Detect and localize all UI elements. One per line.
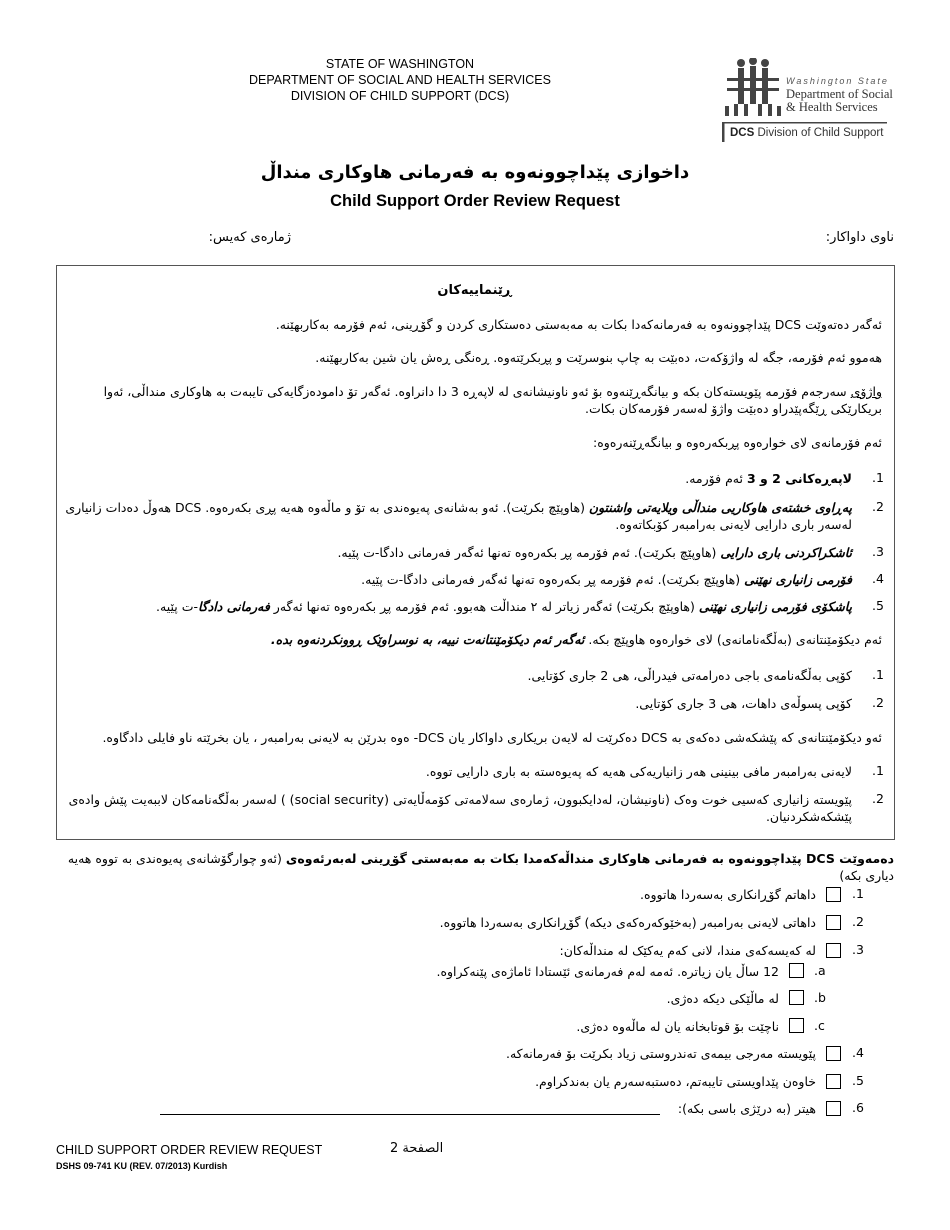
page-title-kurdish: داخوازی پێداچوونەوە بە فەرمانی هاوکاری منداڵ [260,162,690,183]
reason-checkbox-3c[interactable] [789,1018,804,1033]
instructions-heading: ڕێنماییەکان [437,283,512,298]
list3-item-2-line2: پێشکەشکردنیان. [765,809,852,824]
reason-text-3a: 12 ساڵ یان زیاترە. ئەمە لەم فەرمانەی ئێستادا ئاماژەی پێنەکراوە. [436,964,779,979]
reason-checkbox-3a[interactable] [789,963,804,978]
reason-num-3a: .a [814,963,826,978]
footer-title: CHILD SUPPORT ORDER REVIEW REQUEST [56,1143,323,1157]
list3-num-2: .2 [872,791,884,806]
agency-line-1: STATE OF WASHINGTON [325,57,475,71]
agency-line-2: DEPARTMENT OF SOCIAL AND HEALTH SERVICES [249,73,551,87]
other-description-line[interactable] [160,1114,660,1115]
list1-item-2 [62,499,852,533]
reason-num-3b: .b [814,990,826,1005]
instructions-paragraph-5 [67,631,882,648]
instructions-paragraph-2: هەموو ئەم فۆرمە، جگە لە واژۆکەت، دەبێت بە چاپ بنوسرێت و پڕبکرێتەوە. ڕەنگی ڕەش یان شین بەکاربهێنە. [315,350,882,365]
instructions-paragraph-6: ئەو دیکۆمێنتانەی کە پێشکەشی دەکەی بە DCS دەکرێت لە لایەن بریکاری داواکار یان DCS- ەوە بدرێن بە لایەنی بەرامبەر ، یان بخرێتە ناو فایلی دادگاوە. [102,730,882,745]
list1-item-1-bold: لاپەڕەکانی 2 و 3 [746,471,852,486]
reason-text-3c: ناچێت بۆ قوتابخانە یان لە ماڵەوە دەژی. [576,1019,779,1034]
reason-num-4: .4 [852,1045,864,1060]
reason-text-5: خاوەن پێداویستی تایبەتم، دەستبەسەرم یان بەندکراوم. [535,1074,816,1089]
logo-dcs-name: Division of Child Support [757,127,884,139]
list1-item-4-bold: فۆرمی زانیاری نهێنی [744,572,852,587]
list2-item-2: کۆپی پسوڵەی داهات، هی 3 جاری کۆتایی. [635,696,852,711]
reason-checkbox-2[interactable] [826,915,841,930]
list1-item-2-line2: لەسەر باری دارایی لایەنی بەرامبەر کۆبکاتەوە. [615,517,852,532]
list3-item-1: لایەنی بەرامبەر مافی بینینی هەر زانیاریەکی هەیە کە پەیوەستە بە باری دارایی تووە. [425,764,852,779]
footer-form-number: DSHS 09-741 KU (REV. 07/2013) Kurdish [56,1161,228,1171]
reason-text-2: داهاتی لایەنی بەرامبەر (بەخێوکەرەکەی دیکە) گۆڕانکاری بەسەردا هاتووە. [439,915,816,930]
p5-text: ئەم دیکۆمێنتانەی (بەڵگەنامانەی) لای خوارەوە هاوپێچ بکە. [584,632,882,647]
footer-page-number: الصفحة 2 [390,1141,444,1156]
list1-num-2: .2 [872,499,884,514]
instructions-paragraph-3 [67,383,882,417]
list1-item-4 [92,571,852,588]
list1-item-1-text: ئەم فۆرمە. [685,471,747,486]
reason-checkbox-4[interactable] [826,1046,841,1061]
list3-item-2-line1: پێویستە زانیاری کەسیی خوت وەک (ناونیشان، لەدایکبوون، ژمارەی سەلامەتی کۆمەڵایەتی (social security) ) لەسەر بەڵگەنامەکان لاببەیت پێش وادەی [68,792,852,807]
reasons-heading [44,850,894,884]
list1-item-3-text: (هاوپێچ بکرێت). ئەم فۆرمە پڕ بکەرەوە تەنها ئەگەر فەرمانی دادگا-ت پێیە. [337,545,721,560]
list1-item-5-bold2: فەرمانی دادگا [197,599,270,614]
list2-item-1: کۆپی بەڵگەنامەی باجی دەرامەتی فیدراڵی، هی 2 جاری کۆتایی. [527,668,852,683]
list3-item-2 [62,791,852,825]
list1-num-4: .4 [872,571,884,586]
reason-text-6: هیتر (بە درێژی باسی بکە): [677,1101,816,1116]
reason-num-5: .5 [852,1073,864,1088]
reason-num-6: .6 [852,1100,864,1115]
list1-num-3: .3 [872,544,884,559]
reason-checkbox-1[interactable] [826,887,841,902]
reason-checkbox-6[interactable] [826,1101,841,1116]
case-number-label: ژمارەی کەیس: [208,230,291,245]
logo-dept-line-2: & Health Services [786,100,878,114]
reason-text-3b: لە ماڵێکی دیکە دەژی. [666,991,779,1006]
list2-num-1: .1 [872,667,884,682]
list2-num-2: .2 [872,695,884,710]
p5-bold: ئەگەر ئەم دیکۆمێنتانەت نییە، بە نوسراوێک ڕوونکردنەوە بدە. [270,632,585,647]
list1-num-5: .5 [872,598,884,613]
reason-num-2: .2 [852,914,864,929]
list1-item-3-bold: ئاشکراکردنی باری دارایی [720,545,852,560]
logo-state-text: Washington State [786,76,889,86]
reasons-heading-rest: (ئەو چوارگۆشانەی پەیوەندی بە تووە هەیە دیاری بکە) [67,851,894,883]
list1-item-2-bold: پەڕاوی خشتەی هاوکاریی منداڵی ویلایەتی واشنتون [588,500,852,515]
list3-num-1: .1 [872,763,884,778]
logo-dept-text [786,88,893,114]
reason-text-4: پێویستە مەرجی بیمەی تەندروستی زیاد بکرێت بۆ فەرمانەکە. [505,1046,816,1061]
p3-line-2: بریکارێکی ڕێگەپێدراو دەبێت واژۆ لەسەر فۆرمەکان بکات. [585,401,882,416]
page-title-english: Child Support Order Review Request [330,192,620,210]
list1-item-4-text: (هاوپێچ بکرێت). ئەم فۆرمە پڕ بکەرەوە تەنها ئەگەر فەرمانی دادگا-ت پێیە. [361,572,745,587]
list1-num-1: .1 [872,470,884,485]
list1-item-2-text: (هاوپێچ بکرێت). ئەو بەشانەی پەیوەندی بە تۆ و ماڵەوە هەیە پڕی بکەرەوە. DCS هەوڵ دەدات زانیاری [65,500,589,515]
agency-line-3: DIVISION OF CHILD SUPPORT (DCS) [290,89,510,103]
reason-num-3: .3 [852,942,864,957]
logo-dcs-abbr: DCS [730,127,755,139]
reason-checkbox-3[interactable] [826,943,841,958]
reason-checkbox-5[interactable] [826,1074,841,1089]
instructions-paragraph-4: ئەم فۆرمانەی لای خوارەوە پڕبکەرەوە و بیانگەڕێنەرەوە: [593,435,882,450]
reason-num-1: .1 [852,886,864,901]
logo-dept-line-1: Department of Social [786,87,893,101]
reason-text-1: داهاتم گۆڕانکاری بەسەردا هاتووە. [639,887,816,902]
agency-header [240,56,560,104]
list1-item-5-text2: -ت پێیە. [156,599,198,614]
sign-underlined: واژۆی [850,384,882,399]
requester-name-label: ناوی داواکار: [825,230,894,245]
p3-line-1: سەرجەم فۆرمە پێویستەکان بکە و بیانگەڕێنەوە بۆ ئەو ناونیشانەی لە لاپەڕە 3 دا دانراوە. ئەگەر تۆ دامودەزگایەکی تایبەت بە هاوکاری منداڵی، ئەوا [103,384,851,399]
list1-item-5-bold: پاشکۆی فۆرمی زانیاری نهێنی [698,599,852,614]
list1-item-5-text: (هاوپێچ بکرێت) ئەگەر زیاتر لە ٢ منداڵت هەبوو. ئەم فۆرمە پڕ بکەرەوە تەنها ئەگەر [269,599,699,614]
list1-item-1 [92,470,852,487]
reason-num-3c: .c [814,1018,825,1033]
reason-checkbox-3b[interactable] [789,990,804,1005]
instructions-paragraph-1: ئەگەر دەتەوێت DCS پێداچوونەوە بە فەرمانەکەدا بکات بە مەبەستی دەستکاری کردن و گۆڕینی، ئەم فۆرمە بەکاربهێنە. [275,317,882,332]
logo-dcs-text [730,127,883,139]
reasons-heading-bold: دەمەوێت DCS پێداچوونەوە بە فەرمانی هاوکاری منداڵەکەمدا بکات بە مەبەستی گۆڕینی لەبەرئەوەی [285,851,894,866]
list1-item-3 [92,544,852,561]
list1-item-5 [92,598,852,615]
reason-text-3: لە کەیسەکەی مندا، لانی کەم یەکێک لە منداڵەکان: [559,943,816,958]
